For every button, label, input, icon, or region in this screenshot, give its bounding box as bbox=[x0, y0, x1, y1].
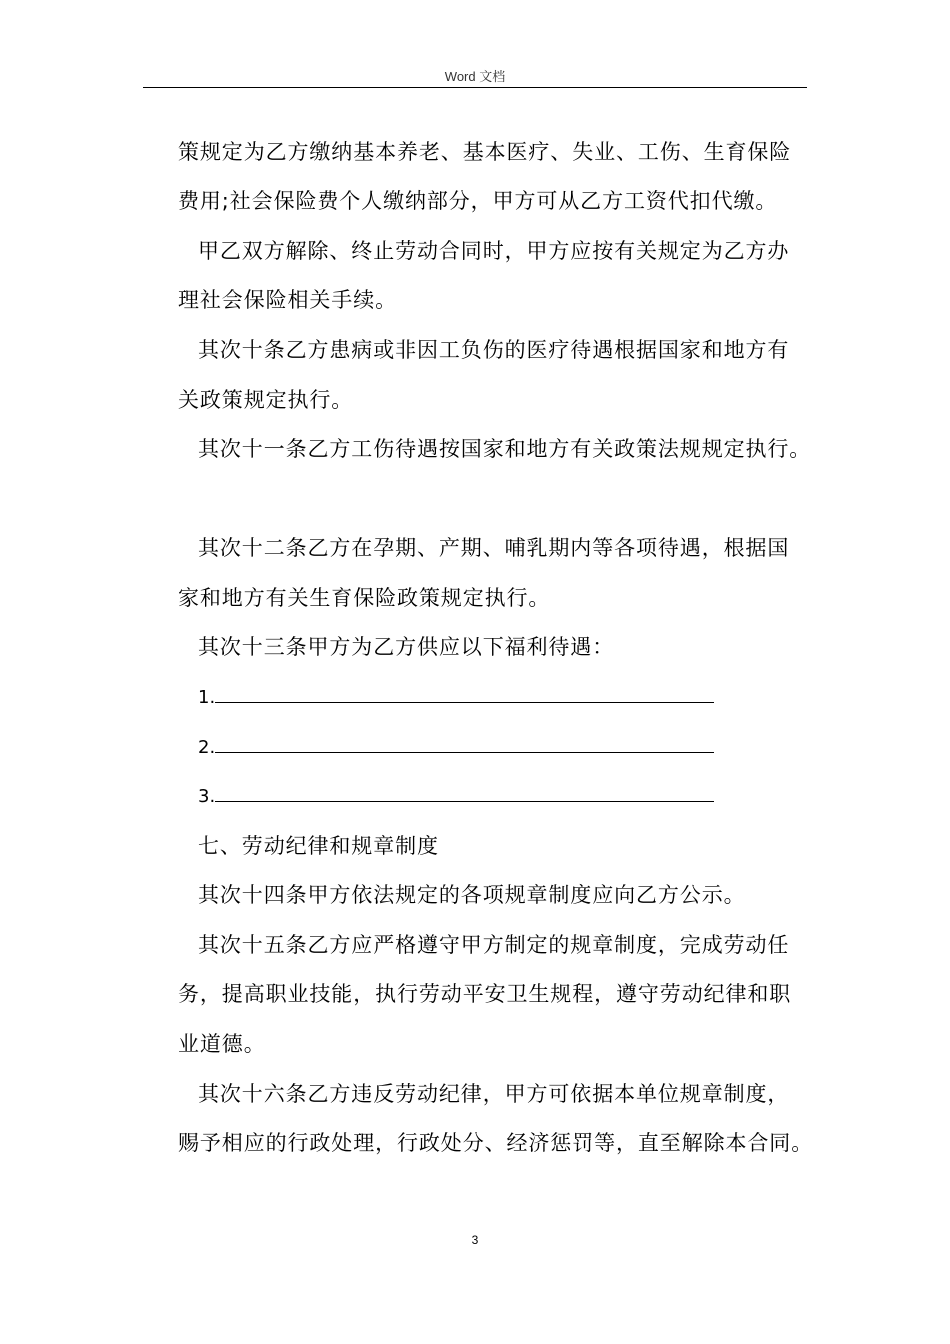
section-heading: 七、劳动纪律和规章制度 bbox=[198, 834, 439, 858]
blank-underline bbox=[215, 686, 714, 703]
text-line: 赐予相应的行政处理，行政处分、经济惩罚等，直至解除本合同。 bbox=[178, 1131, 814, 1155]
header-rule bbox=[143, 87, 807, 88]
text-line: 业道德。 bbox=[178, 1032, 266, 1056]
text-line: 其次十三条甲方为乙方供应以下福利待遇： bbox=[198, 635, 615, 659]
text-line: 费用;社会保险费个人缴纳部分，甲方可从乙方工资代扣代缴。 bbox=[178, 189, 778, 213]
fill-in-blank bbox=[198, 686, 714, 710]
blank-underline bbox=[215, 736, 714, 753]
blank-number: 2. bbox=[198, 737, 216, 758]
text-line: 其次十六条乙方违反劳动纪律，甲方可依据本单位规章制度， bbox=[198, 1082, 790, 1106]
text-line: 务，提高职业技能，执行劳动平安卫生规程，遵守劳动纪律和职 bbox=[178, 982, 792, 1006]
text-line: 理社会保险相关手续。 bbox=[178, 288, 397, 312]
text-line: 其次十二条乙方在孕期、产期、哺乳期内等各项待遇，根据国 bbox=[198, 536, 790, 560]
text-line: 其次十一条乙方工伤待遇按国家和地方有关政策法规规定执行。 bbox=[198, 437, 812, 461]
fill-in-blank bbox=[198, 785, 714, 809]
blank-underline bbox=[215, 785, 714, 802]
text-line: 其次十五条乙方应严格遵守甲方制定的规章制度，完成劳动任 bbox=[198, 933, 790, 957]
blank-number: 1. bbox=[198, 687, 216, 708]
text-line: 甲乙双方解除、终止劳动合同时，甲方应按有关规定为乙方办 bbox=[198, 239, 790, 263]
text-line: 其次十条乙方患病或非因工负伤的医疗待遇根据国家和地方有 bbox=[198, 338, 790, 362]
blank-number: 3. bbox=[198, 786, 216, 807]
text-line: 家和地方有关生育保险政策规定执行。 bbox=[178, 586, 551, 610]
page-number: 3 bbox=[471, 1233, 479, 1247]
text-line: 其次十四条甲方依法规定的各项规章制度应向乙方公示。 bbox=[198, 883, 746, 907]
text-line: 关政策规定执行。 bbox=[178, 388, 354, 412]
text-line: 策规定为乙方缴纳基本养老、基本医疗、失业、工伤、生育保险 bbox=[178, 140, 792, 164]
page-header: Word 文档 bbox=[444, 69, 506, 84]
fill-in-blank bbox=[198, 736, 714, 760]
